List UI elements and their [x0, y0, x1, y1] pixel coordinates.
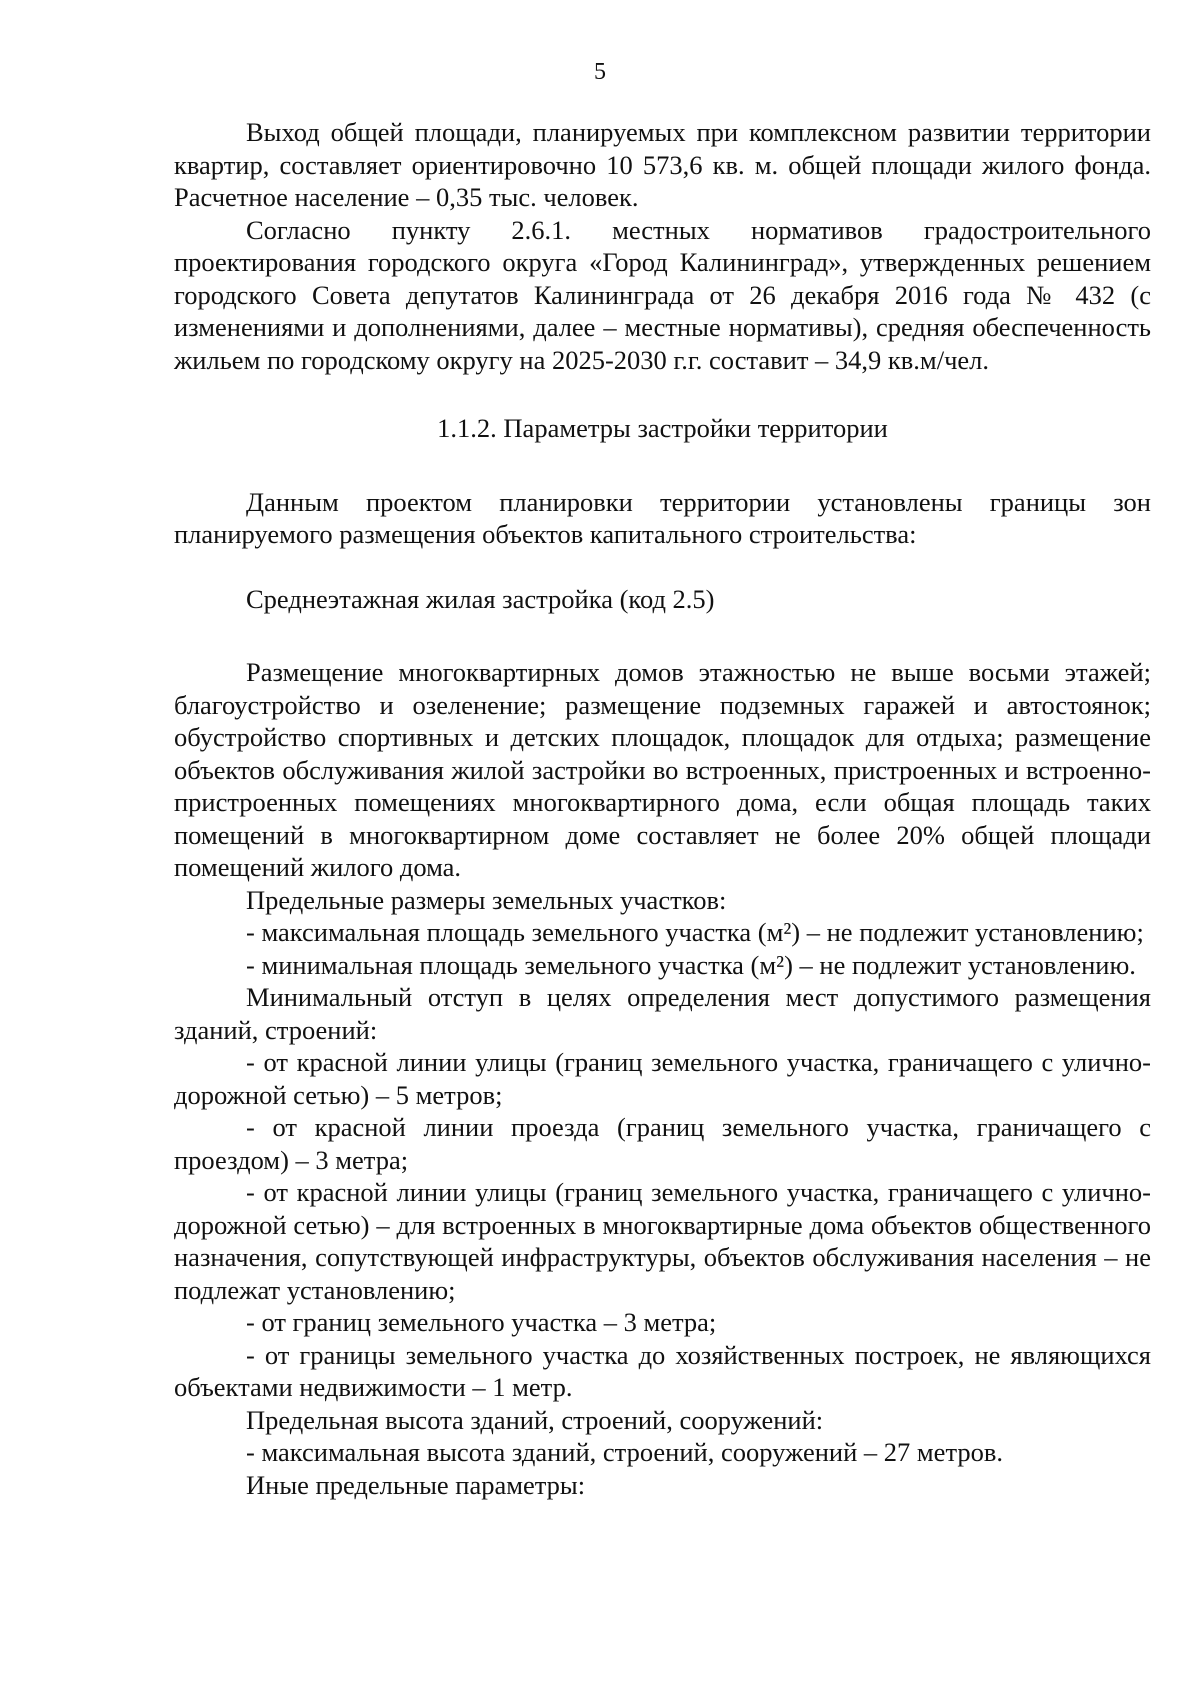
- zone-title: Среднеэтажная жилая застройка (код 2.5): [246, 583, 715, 614]
- intro-paragraph-2: Согласно пункту 2.6.1. местных нормативов градостроительного проектирования городского округа «Город Калининград», утвержденных решением городского Совета депутатов Калининграда от 26 декабря 2016 года № 432 (с изменениями и дополнениями, далее – местные нормативы), средняя обеспеченность жильем по городскому округу на 2025-2030 г.г. составит – 34,9 кв.м/чел.: [174, 214, 1151, 375]
- permitted-use-paragraph: Размещение многоквартирных домов этажностью не выше восьми этажей; благоустройство и озеленение; размещение подземных гаражей и автостоянок; обустройство спортивных и детских площадок, площадок для отдыха; размещение объектов обслуживания жилой застройки во встроенных, пристроенных и встроенно-пристроенных помещениях многоквартирного дома, если общая площадь таких помещений в многоквартирном доме составляет не более 20% общей площади помещений жилого дома.: [174, 657, 1151, 882]
- setback-builtin-item: - от красной линии улицы (границ земельного участка, граничащего с улично-дорожной сетью) – для встроенных в многоквартирные дома объектов общественного назначения, сопутствующей инфраструктуры, объектов обслуживания населения – не подлежат установлению;: [174, 1177, 1151, 1305]
- setback-heading: Минимальный отступ в целях определения мест допустимого размещения зданий, строений:: [174, 982, 1151, 1045]
- zones-intro-paragraph: Данным проектом планировки территории установлены границы зон планируемого размещения объектов капитального строительства:: [174, 486, 1151, 549]
- setback-passage-item: - от красной линии проезда (границ земельного участка, граничащего с проездом) – 3 метра;: [174, 1112, 1151, 1175]
- intro-paragraph-1: Выход общей площади, планируемых при комплексном развитии территории квартир, составляет ориентировочно 10 573,6 кв. м. общей площади жилого фонда. Расчетное население – 0,35 тыс. человек.: [174, 117, 1151, 212]
- other-parameters-heading: Иные предельные параметры:: [246, 1469, 586, 1500]
- plot-size-heading: Предельные размеры земельных участков:: [246, 884, 727, 915]
- setback-outbuildings-item: - от границы земельного участка до хозяйственных построек, не являющихся объектами недвижимости – 1 метр.: [174, 1339, 1151, 1402]
- max-height-item: - максимальная высота зданий, строений, сооружений – 27 метров.: [246, 1437, 1003, 1467]
- min-plot-area-item: - минимальная площадь земельного участка (м²) – не подлежит установлению.: [246, 949, 1136, 980]
- setback-street-item: - от красной линии улицы (границ земельного участка, граничащего с улично-дорожной сетью) – 5 метров;: [174, 1047, 1151, 1110]
- max-plot-area-item: - максимальная площадь земельного участка (м²) – не подлежит установлению;: [246, 917, 1144, 947]
- page-number: 5: [594, 59, 606, 85]
- document-body: [174, 116, 1151, 1501]
- section-heading: 1.1.2. Параметры застройки территории: [437, 413, 888, 443]
- height-limit-heading: Предельная высота зданий, строений, сооружений:: [246, 1404, 824, 1435]
- setback-plot-boundary-item: - от границ земельного участка – 3 метра;: [246, 1307, 717, 1337]
